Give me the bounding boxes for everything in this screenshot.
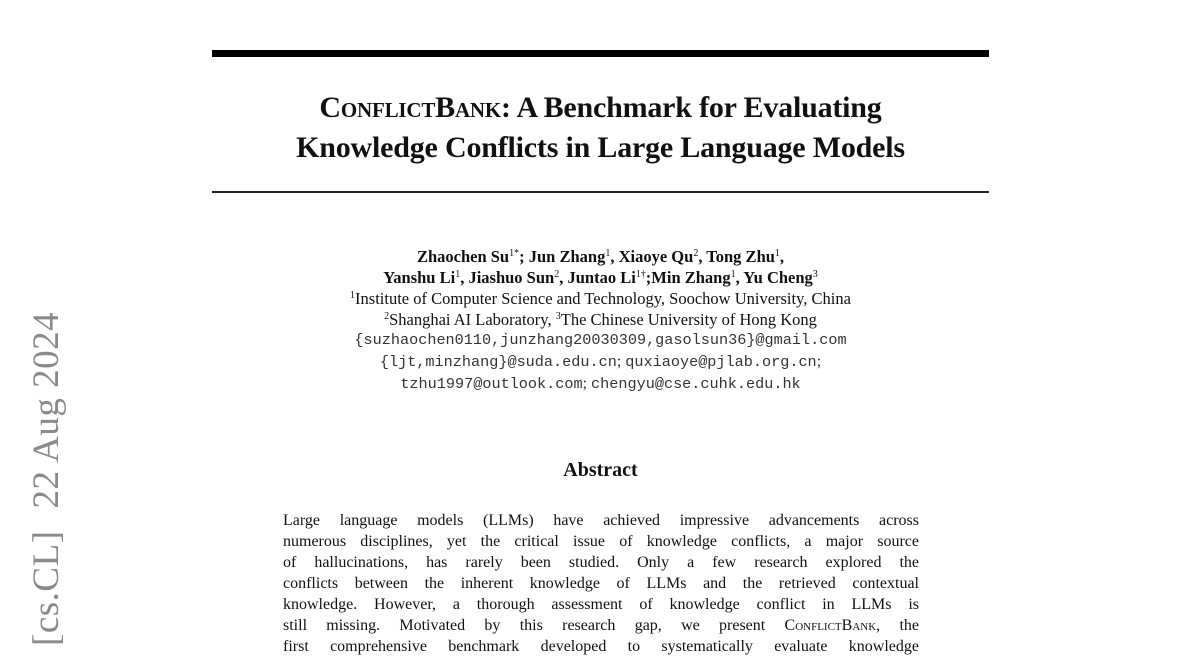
abstract-line: first comprehensive benchmark developed to systematically evaluate knowledge (283, 638, 919, 655)
author-sup: 2 (693, 248, 699, 259)
email-line-3 (212, 373, 989, 395)
email-pjlab[interactable]: quxiaoye@pjlab.org.cn (625, 353, 817, 371)
author-sup: 1 (730, 269, 736, 280)
author-sup: 1 (774, 248, 780, 259)
affiliation-soochow: Institute of Computer Science and Technology, Soochow University, China (355, 289, 851, 308)
author-name: Yu Cheng (743, 268, 813, 287)
title-line-1 (212, 88, 989, 128)
author-sup: 1 (455, 269, 461, 280)
author-sup: 1† (635, 269, 646, 280)
author-sep: ; (645, 268, 652, 287)
author-name: Jun Zhang (528, 247, 606, 266)
affiliation-shanghai-ai-lab: Shanghai AI Laboratory, (389, 310, 556, 329)
author-sup: 1* (509, 248, 520, 259)
author-sep: , (698, 247, 703, 266)
email-line-1 (212, 330, 989, 351)
arxiv-category: [cs.CL] (26, 530, 67, 646)
abstract-line: of hallucinations, has rarely been studied. Only a few research explored the (283, 554, 919, 571)
affiliation-line-1 (212, 288, 989, 309)
author-sep: , (460, 268, 465, 287)
author-name: Xiaoye Qu (618, 247, 694, 266)
arxiv-stamp (28, 312, 65, 646)
email-outlook[interactable]: tzhu1997@outlook.com (400, 375, 583, 393)
abstract-line: numerous disciplines, yet the critical issue of knowledge conflicts, a major source (283, 533, 919, 550)
author-name: Tong Zhu (706, 247, 775, 266)
author-name: Yanshu Li (383, 268, 456, 287)
abstract-line: conflicts between the inherent knowledge of LLMs and the retrieved contextual (283, 575, 919, 592)
affiliation-sup: 3 (555, 311, 561, 322)
title-line-1-rest: : A Benchmark for Evaluating (501, 91, 882, 124)
abstract-name-bank: Bank (841, 617, 877, 634)
email-separator: ; (816, 353, 822, 370)
affiliation-line-2 (212, 309, 989, 330)
email-suda[interactable]: {ljt,minzhang}@suda.edu.cn (379, 353, 617, 371)
title-rule-top (212, 50, 989, 57)
email-line-2 (212, 351, 989, 373)
author-line-2 (212, 267, 989, 288)
author-sep: , (610, 247, 615, 266)
email-separator: ; (616, 353, 626, 370)
paper-title (212, 88, 989, 168)
abstract-heading: Abstract (563, 459, 638, 481)
author-sup: 1 (605, 248, 611, 259)
abstract-text: , the (876, 617, 920, 634)
arxiv-date: 22 Aug 2024 (26, 311, 67, 509)
affiliation-cuhk: The Chinese University of Hong Kong (560, 310, 817, 329)
abstract-name-conflict: Conflict (784, 617, 842, 634)
affiliation-sup: 1 (350, 290, 356, 301)
email-separator: ; (582, 375, 592, 392)
abstract-line: Large language models (LLMs) have achieved impressive advancements across (283, 512, 919, 529)
email-cuhk[interactable]: chengyu@cse.cuhk.edu.hk (591, 375, 801, 393)
author-block (212, 246, 989, 395)
abstract-body (283, 510, 919, 657)
author-sep: , (559, 268, 564, 287)
author-sep: , (779, 247, 785, 266)
title-name-bank: Bank (435, 91, 502, 124)
title-line-2: Knowledge Conflicts in Large Language Models (296, 131, 905, 164)
author-name: Jiashuo Sun (468, 268, 555, 287)
email-gmail[interactable]: {suzhaochen0110,junzhang20030309,gasolsun36}@gmail.com (354, 331, 847, 349)
abstract-line (283, 615, 919, 636)
abstract-text: still missing. Motivated by this research gap, we present (283, 617, 785, 634)
author-name: Juntao Li (567, 268, 636, 287)
author-sep: , (735, 268, 740, 287)
author-sep: ; (519, 247, 525, 266)
affiliation-sup: 2 (384, 311, 390, 322)
title-rule-bottom (212, 191, 989, 193)
author-line-1 (212, 246, 989, 267)
author-name: Zhaochen Su (416, 247, 510, 266)
abstract-line: knowledge. However, a thorough assessment of knowledge conflict in LLMs is (283, 596, 919, 613)
author-name: Min Zhang (651, 268, 731, 287)
author-sup: 2 (554, 269, 560, 280)
author-sup: 3 (812, 269, 818, 280)
title-name-conflict: Conflict (319, 91, 436, 124)
